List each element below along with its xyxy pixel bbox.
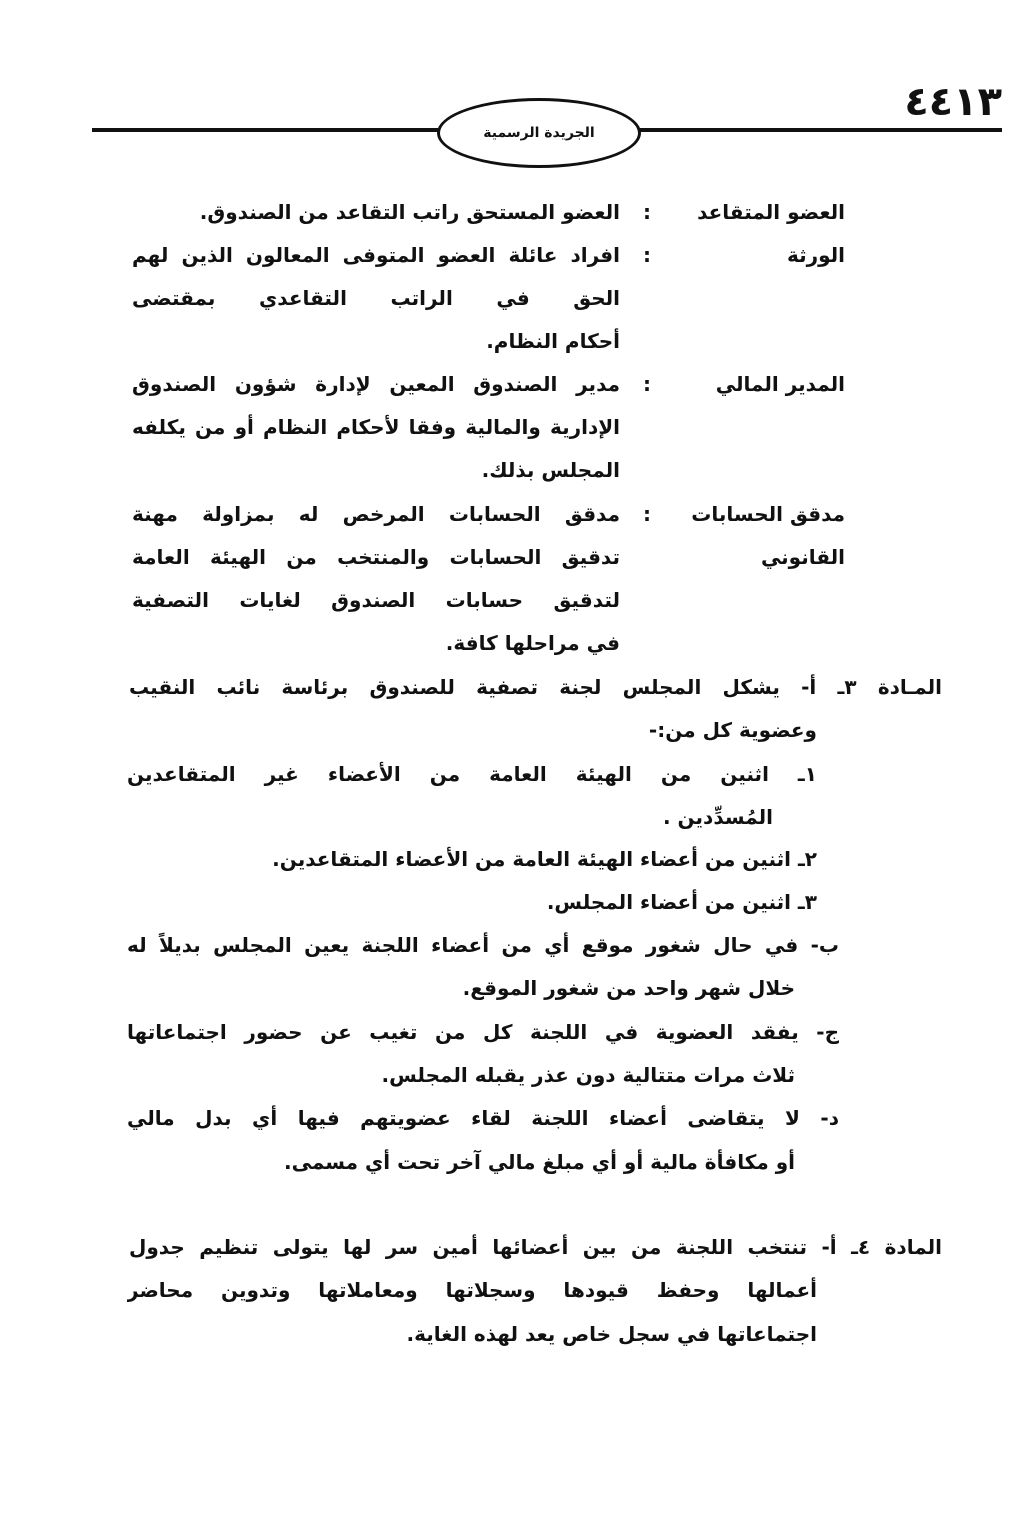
definition-term: المدير المالي [715,372,845,396]
article-3-item-1: ١ـ اثنين من الهيئة العامة من الأعضاء غير المتقاعدين [127,762,817,786]
article-3-heading-cont: وعضوية كل من:- [648,718,817,742]
article-3-clause-d: د- لا يتقاضى أعضاء اللجنة لقاء عضويتهم فيها أي بدل مالي [127,1106,839,1130]
article-3-clause-j-cont: ثلاث مرات متتالية دون عذر يقبله المجلس. [381,1063,795,1087]
gazette-name: الجريدة الرسمية [483,125,595,141]
definition-term: مدقق الحسابات [691,502,845,526]
definition-text-line: افراد عائلة العضو المتوفى المعالون الذين لهم [132,243,620,267]
article-3-item-1-cont: المُسدِّدين . [662,805,773,829]
definition-colon: : [643,372,651,396]
article-4-line-3: اجتماعاتها في سجل خاص يعد لهذه الغاية. [406,1322,817,1346]
definition-text-line: الحق في الراتب التقاعدي بمقتضى [132,286,620,310]
article-3-clause-j: ج- يفقد العضوية في اللجنة كل من تغيب عن حضور اجتماعاتها [127,1020,839,1044]
article-3-clause-b: ب- في حال شغور موقع أي من أعضاء اللجنة يعين المجلس بديلاً له [127,933,839,957]
definition-text-line: الإدارية والمالية وفقا لأحكام النظام أو من يكلفه [132,415,620,439]
article-4-heading: المادة ٤ـ أ- تنتخب اللجنة من بين أعضائها أمين سر لها يتولى تنظيم جدول [129,1235,942,1259]
definition-text-line: مدير الصندوق المعين لإدارة شؤون الصندوق [132,372,620,396]
gazette-name-oval [437,98,641,168]
definition-term: العضو المتقاعد [697,200,845,224]
definition-colon: : [643,502,651,526]
article-3-item-3: ٣ـ اثنين من أعضاء المجلس. [546,890,817,914]
article-3-item-2: ٢ـ اثنين من أعضاء الهيئة العامة من الأعضاء المتقاعدين. [272,847,817,871]
definition-text-line: لتدقيق حسابات الصندوق لغايات التصفية [132,588,620,612]
definition-text-line: المجلس بذلك. [481,458,620,482]
definition-colon: : [643,200,651,224]
article-3-clause-d-cont: أو مكافأة مالية أو أي مبلغ مالي آخر تحت أي مسمى. [284,1150,795,1174]
article-3-heading: المـادة ٣ـ أ- يشكل المجلس لجنة تصفية للصندوق برئاسة نائب النقيب [129,675,942,699]
definition-colon: : [643,243,651,267]
article-4-line-2: أعمالها وحفظ قيودها وسجلاتها ومعاملاتها وتدوين محاضر [127,1278,817,1302]
definition-text-line: العضو المستحق راتب التقاعد من الصندوق. [199,200,620,224]
definition-text-line: أحكام النظام. [486,329,620,353]
page-number: ٤٤١٣ [904,79,1002,125]
definition-term-continued: القانوني [760,545,845,569]
definition-text-line: تدقيق الحسابات والمنتخب من الهيئة العامة [132,545,620,569]
definition-text-line: مدقق الحسابات المرخص له بمزاولة مهنة [132,502,620,526]
article-3-clause-b-cont: خلال شهر واحد من شغور الموقع. [462,976,795,1000]
definition-term: الورثة [786,243,845,267]
definition-text-line: في مراحلها كافة. [445,631,620,655]
